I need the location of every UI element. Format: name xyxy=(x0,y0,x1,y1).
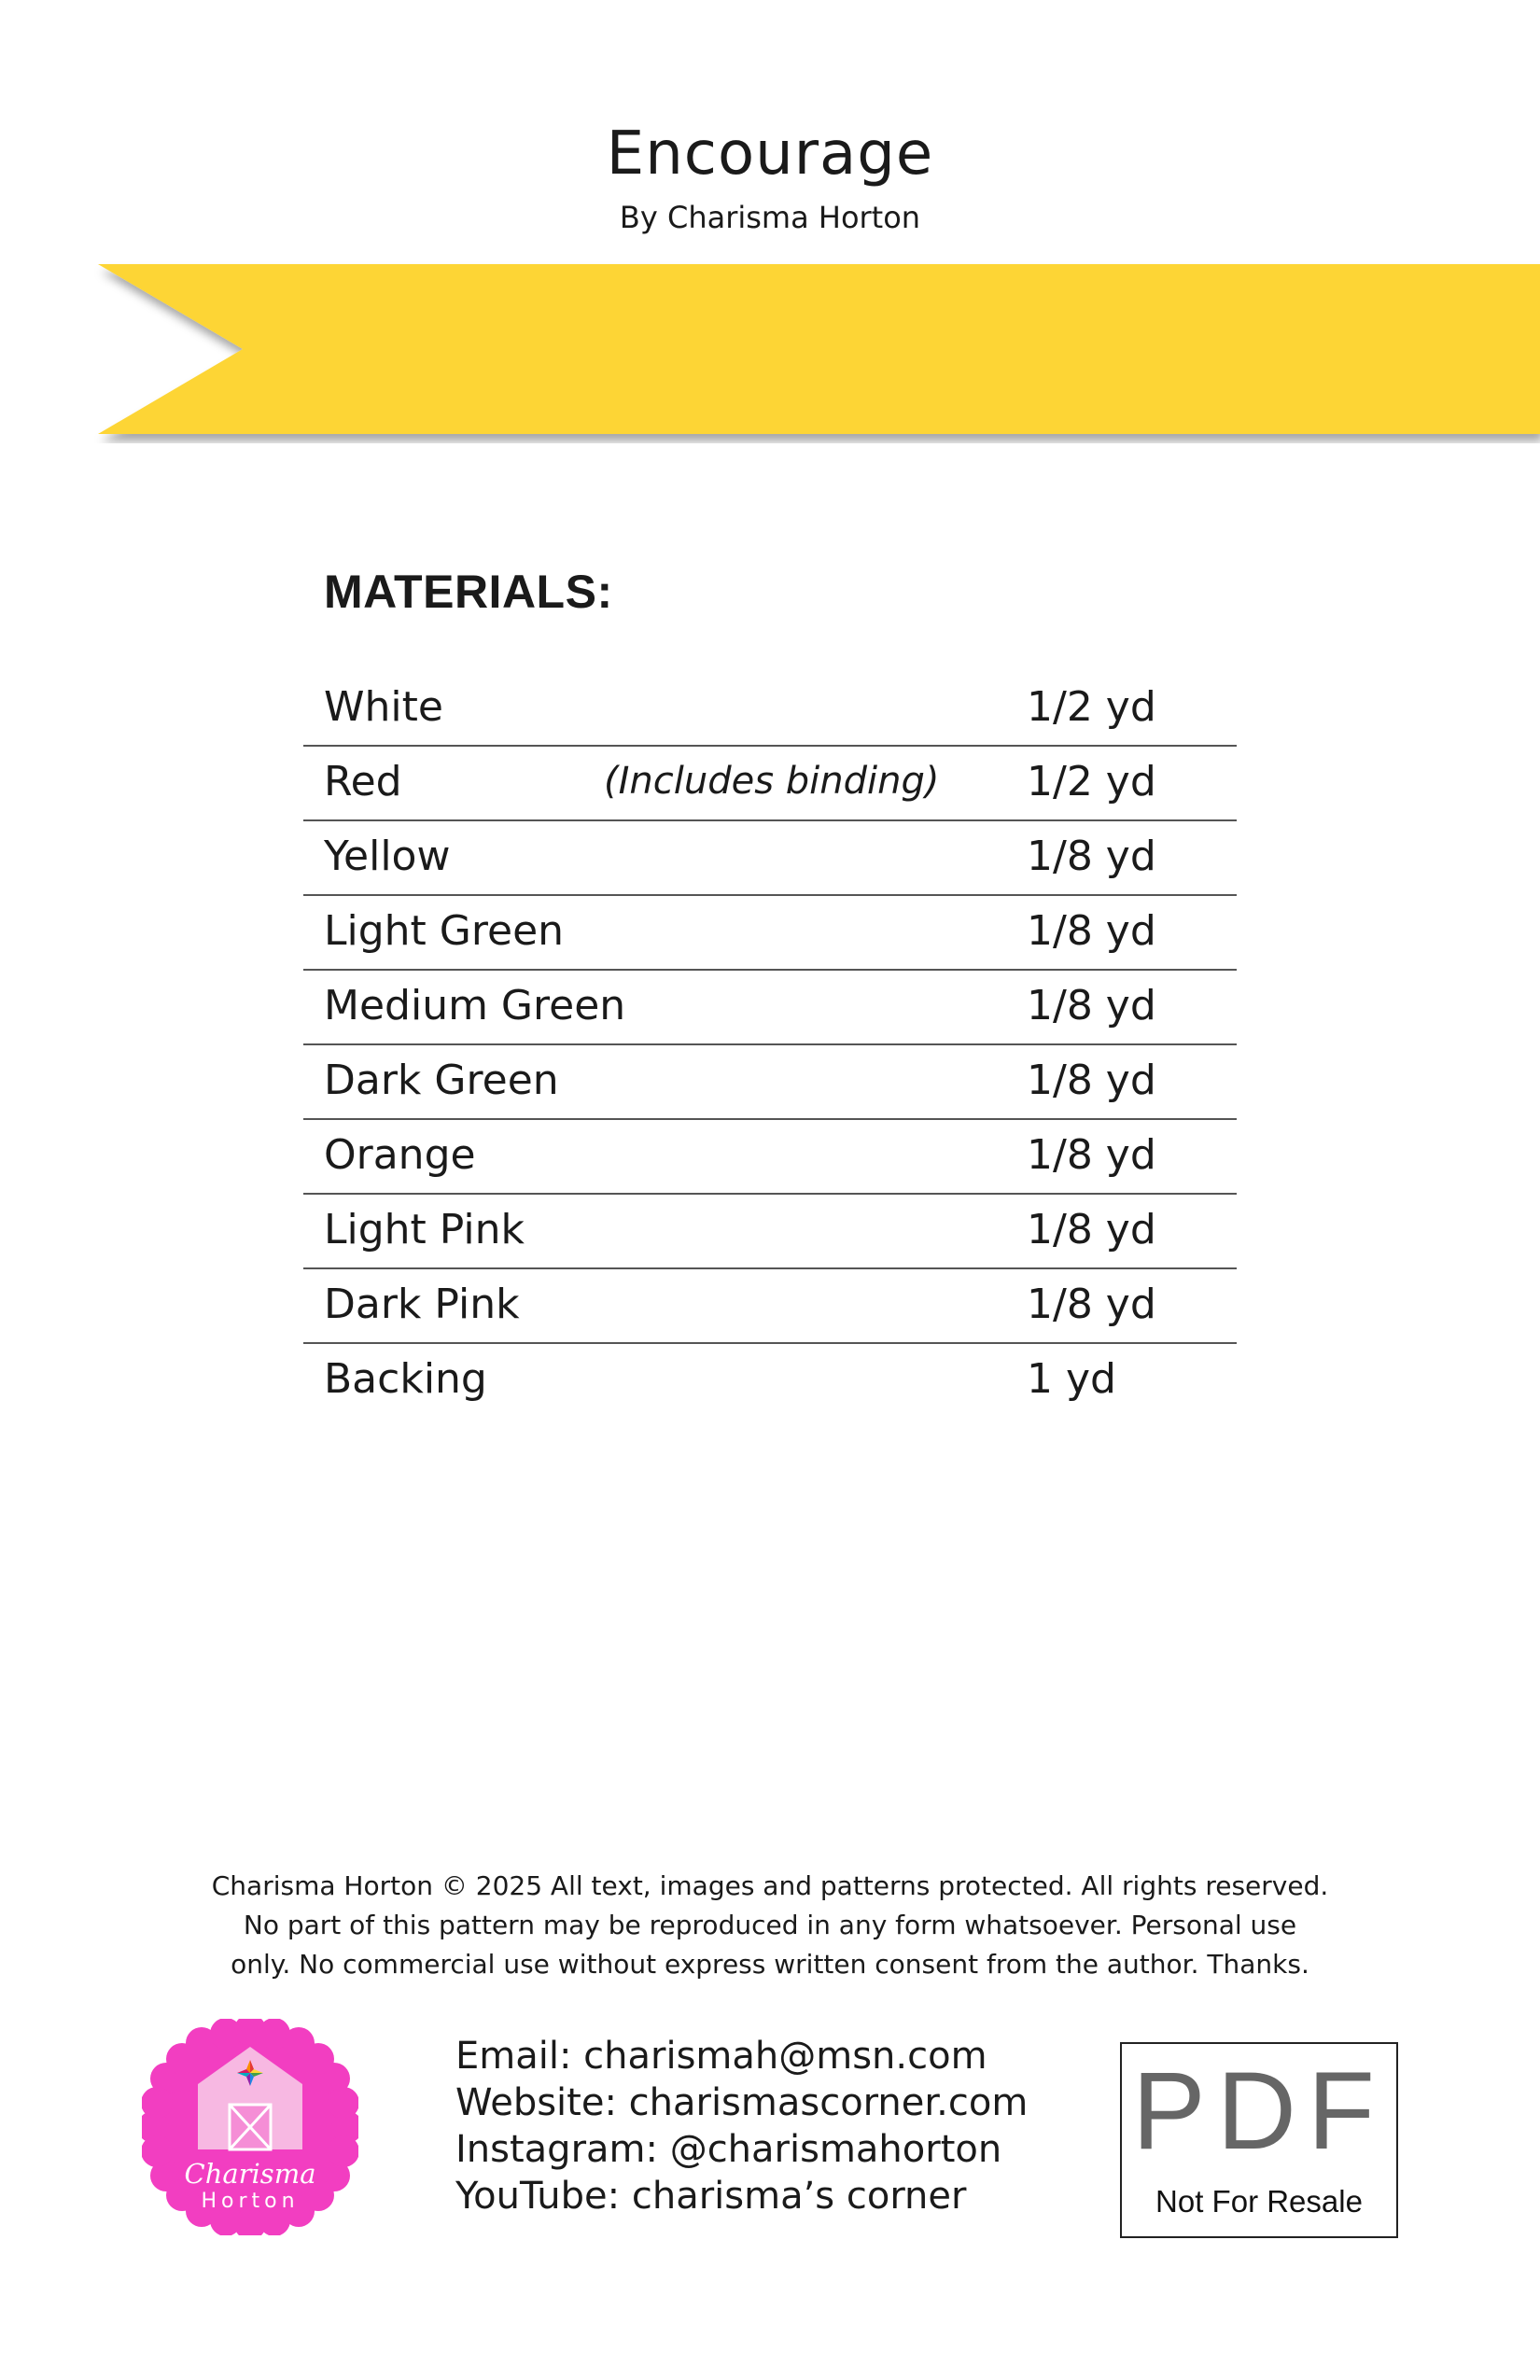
material-quantity: 1/8 yd xyxy=(1027,833,1156,880)
pdf-label: PDF xyxy=(1132,2050,1386,2173)
material-name: Medium Green xyxy=(324,982,626,1029)
copyright-line: only. No commercial use without express written consent from the author. Thanks. xyxy=(231,1949,1309,1980)
logo-name: Charisma xyxy=(184,2158,316,2190)
materials-table xyxy=(303,672,1237,1417)
contact-youtube[interactable]: YouTube: charisma’s corner xyxy=(455,2175,967,2218)
material-row xyxy=(303,1120,1237,1195)
pattern-title: Encourage xyxy=(606,119,934,189)
material-quantity: 1/8 yd xyxy=(1027,1206,1156,1253)
material-name: Red xyxy=(324,758,402,805)
material-name: Backing xyxy=(324,1355,487,1403)
material-row xyxy=(303,747,1237,821)
material-row xyxy=(303,821,1237,896)
contact-website[interactable]: Website: charismascorner.com xyxy=(455,2081,1029,2124)
copyright-line: No part of this pattern may be reproduced in any form whatsoever. Personal use xyxy=(243,1910,1297,1940)
material-name: Light Pink xyxy=(324,1206,525,1253)
material-quantity: 1/8 yd xyxy=(1027,982,1156,1029)
yellow-ribbon-banner xyxy=(89,261,1540,443)
material-name: Yellow xyxy=(324,833,451,880)
contact-instagram[interactable]: Instagram: @charismahorton xyxy=(455,2128,1002,2171)
material-row xyxy=(303,971,1237,1045)
material-row xyxy=(303,896,1237,971)
author-byline: By Charisma Horton xyxy=(619,200,921,235)
logo-subname: Horton xyxy=(201,2190,300,2213)
material-note: (Includes binding) xyxy=(604,760,940,803)
material-name: Orange xyxy=(324,1131,476,1179)
copyright-notice xyxy=(0,1867,1540,1984)
materials-heading: MATERIALS: xyxy=(324,566,613,618)
material-row xyxy=(303,1269,1237,1344)
material-quantity: 1/8 yd xyxy=(1027,1281,1156,1328)
contact-info xyxy=(455,2033,1028,2219)
material-row xyxy=(303,672,1237,747)
material-name: White xyxy=(324,683,443,731)
material-name: Dark Pink xyxy=(324,1281,520,1328)
material-name: Light Green xyxy=(324,907,565,955)
not-for-resale-label: Not For Resale xyxy=(1155,2184,1363,2219)
material-quantity: 1 yd xyxy=(1027,1355,1116,1403)
copyright-line: Charisma Horton © 2025 All text, images and patterns protected. All rights reserved. xyxy=(211,1870,1329,1901)
material-quantity: 1/8 yd xyxy=(1027,1131,1156,1179)
material-row xyxy=(303,1195,1237,1269)
material-quantity: 1/2 yd xyxy=(1027,683,1156,731)
material-name: Dark Green xyxy=(324,1057,559,1104)
material-quantity: 1/8 yd xyxy=(1027,907,1156,955)
banner-shape xyxy=(98,264,1540,434)
contact-email[interactable]: Email: charismah@msn.com xyxy=(455,2035,987,2078)
material-quantity: 1/8 yd xyxy=(1027,1057,1156,1104)
material-quantity: 1/2 yd xyxy=(1027,758,1156,805)
pdf-not-for-resale-badge xyxy=(1120,2042,1398,2238)
material-row xyxy=(303,1344,1237,1417)
material-row xyxy=(303,1045,1237,1120)
